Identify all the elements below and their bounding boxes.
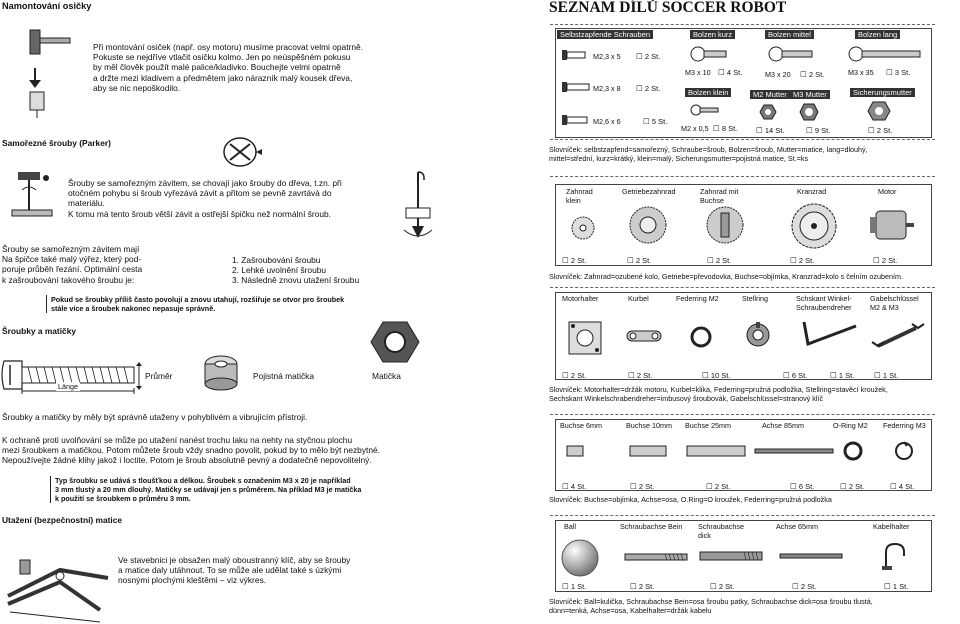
heading-screws-nuts: Šroubky a matičky <box>2 326 77 336</box>
screw-drilling-illustration <box>12 170 62 230</box>
o-ring-icon <box>842 440 864 462</box>
motor-holder-icon <box>565 318 605 358</box>
qty-motorhalter: ☐ 2 St. <box>562 371 586 380</box>
m3-nut-icon <box>800 103 818 121</box>
label-kranzrad: Kranzrad <box>797 187 827 196</box>
qty-m3-mutter: ☐ 9 St. <box>806 126 830 135</box>
screw-m23x5-icon <box>562 48 588 62</box>
gearbox-gear-icon <box>628 205 668 245</box>
screw-type-note: Typ šroubku se udává s tloušťkou a délkou. Šroubek s označením M3 x 20 je například 3 mm tlustý a 20 mm dlouhý. Matičky se udávají jen s průměrem. Na příklad M3 je matička k použití se šroubkem o průměru 3 mm. <box>50 476 435 503</box>
heading-mounting-axles: Namontování osičky <box>2 1 92 11</box>
m2-nut-icon <box>760 104 776 120</box>
label-zahnrad-klein: Zahnrad klein <box>566 187 593 205</box>
crown-gear-icon <box>790 202 838 250</box>
hammer-illustration <box>20 28 70 113</box>
label-gabelschluessel: Gabelschlüssel M2 & M3 <box>870 294 919 312</box>
label-selbstzapfende: Selbstzapfende Schrauben <box>557 30 653 39</box>
warning-box: Pokud se šroubky příliš často povolují a znovu utahují, rozšiřuje se otvor pro šroubek stále více a šroubek nakonec nepasuje správně. <box>46 295 431 313</box>
label-bolzen-klein: Bolzen klein <box>685 88 731 97</box>
set-collar-icon <box>745 322 771 348</box>
qty-gabelschluessel: ☐ 1 St. <box>874 371 898 380</box>
heading-self-tapping-screws: Samořezné šrouby (Parker) <box>2 138 111 148</box>
label-m2-mutter: M2 Mutter <box>750 90 790 99</box>
qty-kurbel: ☐ 2 St. <box>628 371 652 380</box>
lock-nut-small-icon <box>868 100 890 122</box>
self-tapping-paragraph: Šrouby se samořezným závitem, se chovají jako šrouby do dřeva, t.zn. při otočném pohybu si šroub vyřezává závit a přitom se pevně zavrtává do materiálu. K tomu má tento šroub větší závit a ostřejší špičku než normální šroub. <box>68 178 342 219</box>
cable-holder-icon <box>880 542 910 572</box>
qty-buchse-6mm: ☐ 4 St. <box>562 482 586 491</box>
label-achse-85mm: Achse 85mm <box>762 421 804 430</box>
wrench-paragraph: Ve stavebnici je obsažen malý oboustranný klíč, aby se šrouby a matice daly utáhnout. To se může ale udělat také s úzkými nosnými plochými kleštěmi – viz výkres. <box>118 555 351 586</box>
axle-65mm-icon <box>780 553 844 559</box>
qty-sicherungsmutter: ☐ 2 St. <box>868 126 892 135</box>
qty-o-ring-m2: ☐ 2 St. <box>840 482 864 491</box>
qty-federring-m3: ☐ 4 St. <box>890 482 914 491</box>
label-maticka: Matička <box>372 371 401 381</box>
label-bolzen-mittel: Bolzen mittel <box>765 30 814 39</box>
lock-nut-icon <box>200 352 242 394</box>
heading-safety-nut: Utažení (bezpečnostní) matice <box>2 515 123 525</box>
item-m23x5: M2,3 x 5 <box>593 52 621 61</box>
mounting-paragraph: Při montování osiček (např. osy motoru) musíme pracovat velmi opatrně. Pokuste se nejdříve vtlačit osičku kolmo. Jen po neúspěšném pokusu by měl člověk použít malé palice/kladivko. Bouchejte velmi opatrně a držte mezi kladivem a předmětem jako nárazník malý kousek dřeva, aby se nic nepoškodilo. <box>93 42 363 93</box>
label-schraubachse-bein: Schraubachse Bein <box>620 522 683 531</box>
qty-motor: ☐ 2 St. <box>873 256 897 265</box>
item-m2x05: M2 x 0,5 <box>681 124 709 133</box>
qty-schraubendreher: ☐ 1 St. <box>830 371 854 380</box>
label-zahnrad-buchse: Zahnrad mit Buchse <box>700 187 739 205</box>
qty-m23x5: ☐ 2 St. <box>636 52 660 61</box>
qty-m3x20: ☐ 2 St. <box>800 70 824 79</box>
label-buchse-25mm: Buchse 25mm <box>685 421 731 430</box>
parker-screw-icon <box>218 132 268 172</box>
crank-icon <box>625 325 665 347</box>
hex-key-icon <box>800 318 860 348</box>
steps-list: 1. Zašroubování šroubu 2. Lehké uvolnění šroubu 3. Následně znovu utažení šroubu <box>232 255 360 286</box>
nut-icon <box>370 320 420 364</box>
glossary-4: Slovníček: Buchse=objímka, Achse=osa, O.Ring=O kroužek, Federring=pružná podložka <box>549 495 832 504</box>
label-motorhalter: Motorhalter <box>562 294 599 303</box>
gear-bushing-icon <box>705 205 745 245</box>
parts-list-title: SEZNAM DÍLŮ SOCCER ROBOT <box>549 0 787 16</box>
label-sicherungsmutter: Sicherungsmutter <box>850 88 915 97</box>
qty-buchse-10mm: ☐ 2 St. <box>630 482 654 491</box>
label-buchse-10mm: Buchse 10mm <box>626 421 672 430</box>
small-gear-icon <box>570 215 596 241</box>
pliers-illustration <box>0 530 110 624</box>
qty-zahnrad-klein: ☐ 2 St. <box>562 256 586 265</box>
qty-achse-85mm: ☐ 6 St. <box>790 482 814 491</box>
label-lange: Länge <box>58 382 78 391</box>
glossary-5: Slovníček: Ball=kulička, Schraubachse Bein=osa šroubu patky, Schraubachse dick=osa šroubu tlustá, dünn=tenká, Achse=osa, Kabelhalter=držák kabelu <box>549 597 873 615</box>
qty-ball: ☐ 1 St. <box>562 582 586 591</box>
bolt-short-icon <box>690 44 730 64</box>
qty-kranzrad: ☐ 2 St. <box>790 256 814 265</box>
label-m3-mutter: M3 Mutter <box>790 90 830 99</box>
label-ball: Ball <box>564 522 576 531</box>
thick-screw-axle-icon <box>700 550 764 562</box>
dash-top-5 <box>550 515 935 517</box>
glossary-2: Slovníček: Zahnrad=ozubené kolo, Getriebe=převodovka, Buchse=objímka, Kranzrad=kolo s čelním ozubením. <box>549 272 903 281</box>
qty-m3x10: ☐ 4 St. <box>718 68 742 77</box>
qty-m23x8: ☐ 2 St. <box>636 84 660 93</box>
axle-85mm-icon <box>755 447 835 455</box>
qty-schraubachse-dick: ☐ 2 St. <box>710 582 734 591</box>
label-buchse-6mm: Buchse 6mm <box>560 421 602 430</box>
label-federring-m2: Federring M2 <box>676 294 719 303</box>
item-m26x6: M2,6 x 6 <box>593 117 621 126</box>
bushing-6mm-icon <box>565 442 585 460</box>
dash-top-1 <box>550 24 935 26</box>
item-m3x35: M3 x 35 <box>848 68 874 77</box>
qty-federring-m2: ☐ 10 St. <box>702 371 730 380</box>
qty-m2-mutter: ☐ 14 St. <box>756 126 784 135</box>
tip-paragraph: Šrouby se samořezným závitem mají Na špičce také malý výřez, který pod- poruje průběh řezání. Optimální cesta k zašroubování takového šroubu je: <box>2 244 143 285</box>
label-o-ring-m2: O-Ring M2 <box>833 421 868 430</box>
qty-stellring: ☐ 6 St. <box>783 371 807 380</box>
label-schraubachse-dick: Schraubachse dick <box>698 522 744 540</box>
screw-tip-illustration <box>398 168 438 248</box>
glossary-1: Slovníček: selbstzapfend=samořezný, Schraube=šroub, Bolzen=šroub, Mutter=matice, lang=dlouhý, mittel=střední, kurz=krátký, klein=malý, Sicherungsmutter=pojistná matice, St.=ks <box>549 145 868 163</box>
spring-washer-m2-icon <box>690 326 712 348</box>
label-kurbel: Kurbel <box>628 294 649 303</box>
bolt-long-icon <box>848 44 924 64</box>
qty-buchse-25mm: ☐ 2 St. <box>706 482 730 491</box>
ball-icon <box>560 538 600 578</box>
qty-getriebezahnrad: ☐ 2 St. <box>627 256 651 265</box>
label-achse-65mm: Achse 65mm <box>776 522 818 531</box>
varnish-paragraph: K ochraně proti uvolňování se může po utažení nanést trochu laku na nehty na styčnou plochu mezi šroubkem a matičkou. Potom můžete šroub vždy snadno povolit, pokud by to mělo být nezbytné. Nepoužívejte žádné klihy jakož i loctite. Potom je šroub absolutně pevný a dodatečně nepovolitelný. <box>2 435 380 466</box>
tightening-paragraph: Šroubky a matičky by měly být správně utaženy v pohyblivém a vibrujícím přístroji. <box>2 412 308 422</box>
label-motor: Motor <box>878 187 897 196</box>
dash-top-2 <box>550 176 935 178</box>
bushing-25mm-icon <box>685 442 747 460</box>
qty-schraubachse-bein: ☐ 2 St. <box>630 582 654 591</box>
glossary-3: Slovníček: Motorhalter=držák motoru, Kurbel=klika, Federring=pružná podložka, Stellring=stavěcí kroužek, Sechskant Winkelschrabendreher=imbusový šroubovák, Gabelschlüssel=stranový klíč <box>549 385 888 403</box>
spring-washer-m3-icon <box>893 440 915 462</box>
item-m23x8: M2,3 x 8 <box>593 84 621 93</box>
qty-m2x05: ☐ 8 St. <box>713 124 737 133</box>
dash-after-1 <box>550 139 935 141</box>
screw-m23x8-icon <box>562 80 592 94</box>
label-stellring: Stellring <box>742 294 768 303</box>
label-bolzen-kurz: Bolzen kurz <box>690 30 735 39</box>
item-m3x10: M3 x 10 <box>685 68 711 77</box>
item-m3x20: M3 x 20 <box>765 70 791 79</box>
label-bolzen-lang: Bolzen lang <box>855 30 900 39</box>
bolt-medium-icon <box>768 44 816 64</box>
label-prumer: Průměr <box>145 371 173 381</box>
qty-m3x35: ☐ 3 St. <box>886 68 910 77</box>
screw-m26x6-icon <box>562 113 590 127</box>
fork-wrench-icon <box>868 322 926 352</box>
label-kabelhalter: Kabelhalter <box>873 522 910 531</box>
label-federring-m3: Federring M3 <box>883 421 926 430</box>
leg-screw-axle-icon <box>625 552 689 562</box>
qty-m26x6: ☐ 5 St. <box>643 117 667 126</box>
qty-zahnrad-buchse: ☐ 2 St. <box>707 256 731 265</box>
motor-icon <box>870 205 914 245</box>
diameter-arrow-icon <box>134 362 144 390</box>
bushing-10mm-icon <box>628 442 668 460</box>
dash-top-3 <box>550 287 935 289</box>
dash-top-4 <box>550 414 935 416</box>
label-pojistna: Pojistná matička <box>253 371 314 381</box>
label-getriebezahnrad: Getriebezahnrad <box>622 187 676 196</box>
bolt-small-icon <box>690 102 724 118</box>
qty-kabelhalter: ☐ 1 St. <box>884 582 908 591</box>
label-winkel-schraubendreher: Schskant Winkel-Schraubendreher <box>796 294 852 312</box>
qty-achse-65mm: ☐ 2 St. <box>792 582 816 591</box>
